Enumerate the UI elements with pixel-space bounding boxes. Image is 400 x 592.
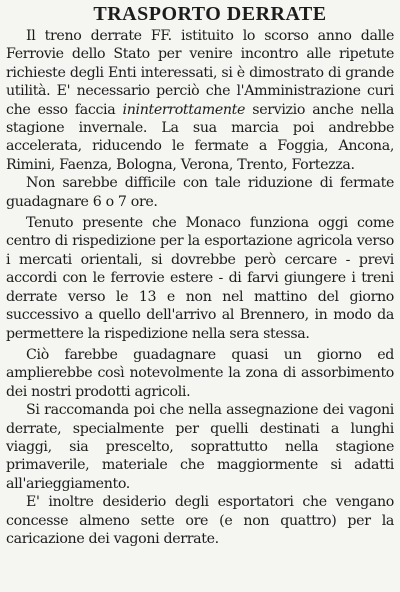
article-body — [6, 27, 394, 548]
article-paragraph — [6, 27, 394, 174]
emphasized-word: ininterrottamente — [122, 101, 246, 118]
article-paragraph: Non sarebbe difficile con tale riduzione di fermate guadagnare 6 o 7 ore. — [6, 175, 394, 210]
article-headline: TRASPORTO DERRATE — [93, 3, 327, 25]
paragraph-text: servizio anche nella stagione invernale. La sua marcia poi andrebbe accelerata, riducendo le fermate a Foggia, Ancona, Rimini, Faenza, Bologna, Verona, Trento, Fortezza. — [6, 101, 394, 173]
article-paragraph: Si raccomanda poi che nella assegnazione dei vagoni derrate, specialmente per quelli destinati a lunghi viaggi, sia prescelto, soprattutto nella stagione primaverile, materiale che maggiormente si adatti all'arieggiamento. — [6, 402, 394, 492]
article-paragraph: Ciò farebbe guadagnare quasi un giorno ed amplierebbe così notevolmente la zona di assorbimento dei nostri prodotti agricoli. — [6, 346, 394, 400]
paragraph-text: Il treno derrate FF. istituito lo scorso anno dalle Ferrovie dello Stato per venire incontro alle ripetute richieste degli Enti interessati, si è dimostrato di grande utilità. E' necessario perciò che l'Amministrazione curi che esso faccia — [6, 28, 394, 118]
article-paragraph: Tenuto presente che Monaco funziona oggi come centro di rispedizione per la esportazione agricola verso i mercati orientali, si dovrebbe però cercare - previ accordi con le ferrovie estere - di farvi giungere i treni derrate verso le 13 e non nel mattino del giorno successivo a quello dell'arrivo al Brennero, in modo da permettere la rispedizione nella sera stessa. — [6, 215, 394, 342]
article-paragraph: E' inoltre desiderio degli esportatori che vengano concesse almeno sette ore (e non quattro) per la caricazione dei vagoni derrate. — [6, 494, 394, 547]
